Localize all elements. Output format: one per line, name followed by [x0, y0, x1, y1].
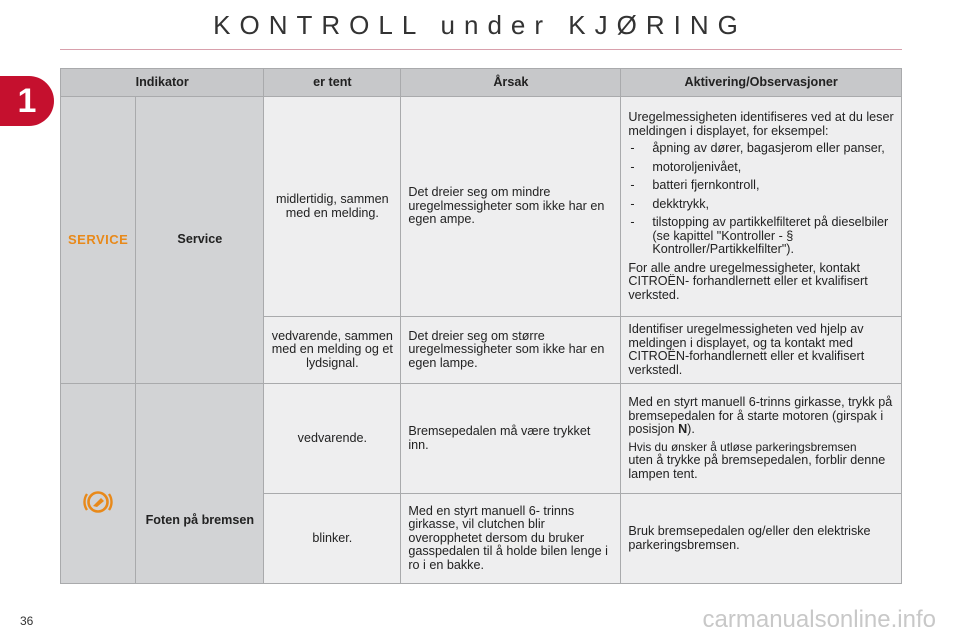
- list-item: - batteri fjernkontroll,: [628, 179, 894, 193]
- when-cell: vedvarende, sammen med en melding og et lydsignal.: [264, 317, 401, 384]
- list-item: - tilstopping av partikkelfilteret på dieselbiler (se kapittel "Kontroller - § Kontroller/Partikkelfilter").: [628, 216, 894, 257]
- action-cell: [621, 384, 902, 494]
- example-list: [628, 142, 894, 257]
- header-arsak: Årsak: [401, 69, 621, 97]
- action-cell: Bruk bremsepedalen og/eller den elektriske parkeringsbremsen.: [621, 494, 902, 584]
- indicator-name-brake: Foten på bremsen: [136, 384, 264, 584]
- action-text-2-rest: uten å trykke på bremsepedalen, forblir denne lampen tent.: [628, 453, 886, 481]
- title-divider: [60, 49, 902, 50]
- cause-cell: Med en styrt manuell 6- trinns girkasse, vil clutchen blir overopphetet dersom du bruker gasspedalen til å holde bilen lenge i ro i en bakke.: [401, 494, 621, 584]
- service-warning-icon: SERVICE: [68, 231, 129, 247]
- action-text-pre: Med en styrt manuell 6-trinns girkasse, trykk på bremsepedalen for å starte motoren (girspak i posisjon: [628, 395, 893, 436]
- header-aktivering: Aktivering/Observasjoner: [621, 69, 902, 97]
- indicator-table: [60, 68, 902, 584]
- chapter-tab: 1: [0, 76, 54, 126]
- page-title: KONTROLL under KJØRING: [213, 10, 747, 40]
- action-outro: For alle andre uregelmessigheter, kontakt CITROËN- forhandlernett eller et kvalifisert verksted.: [628, 260, 868, 302]
- page-number: 36: [20, 614, 34, 628]
- list-item: - åpning av dører, bagasjerom eller panser,: [628, 142, 894, 156]
- action-text-post: ).: [687, 422, 695, 436]
- when-cell: blinker.: [264, 494, 401, 584]
- action-intro: Uregelmessigheten identifiseres ved at du leser meldingen i displayet, for eksempel:: [628, 110, 894, 138]
- action-text: [628, 396, 894, 437]
- cause-cell: Det dreier seg om mindre uregelmessigheter som ikke har en egen ampe.: [401, 97, 621, 317]
- cause-cell: Bremsepedalen må være trykket inn.: [401, 384, 621, 494]
- list-item: - dekktrykk,: [628, 198, 894, 212]
- when-cell: midlertidig, sammen med en melding.: [264, 97, 401, 317]
- indicator-name-service: Service: [136, 97, 264, 384]
- action-text-2-small: Hvis du ønsker å utløse parkeringsbremsen: [628, 439, 857, 454]
- service-indicator-cell: [61, 97, 136, 384]
- table-row: [61, 97, 902, 317]
- watermark: carmanualsonline.info: [702, 606, 936, 633]
- action-cell: [621, 97, 902, 317]
- action-cell: Identifiser uregelmessigheten ved hjelp av meldingen i displayet, og ta kontakt med CITROËN-forhandlernett eller et kvalifisert verkstedl.: [621, 317, 902, 384]
- foot-on-brake-icon: [81, 485, 115, 519]
- cause-cell: Det dreier seg om større uregelmessigheter som ikke har en egen lampe.: [401, 317, 621, 384]
- table-header-row: [61, 69, 902, 97]
- brake-indicator-cell: [61, 384, 136, 584]
- gear-position-n: N: [678, 422, 688, 436]
- action-text-2: [628, 441, 894, 482]
- header-er-tent: er tent: [264, 69, 401, 97]
- list-item: - motoroljenivået,: [628, 161, 894, 175]
- header-indikator: Indikator: [61, 69, 264, 97]
- when-cell: vedvarende.: [264, 384, 401, 494]
- table-row: [61, 384, 902, 494]
